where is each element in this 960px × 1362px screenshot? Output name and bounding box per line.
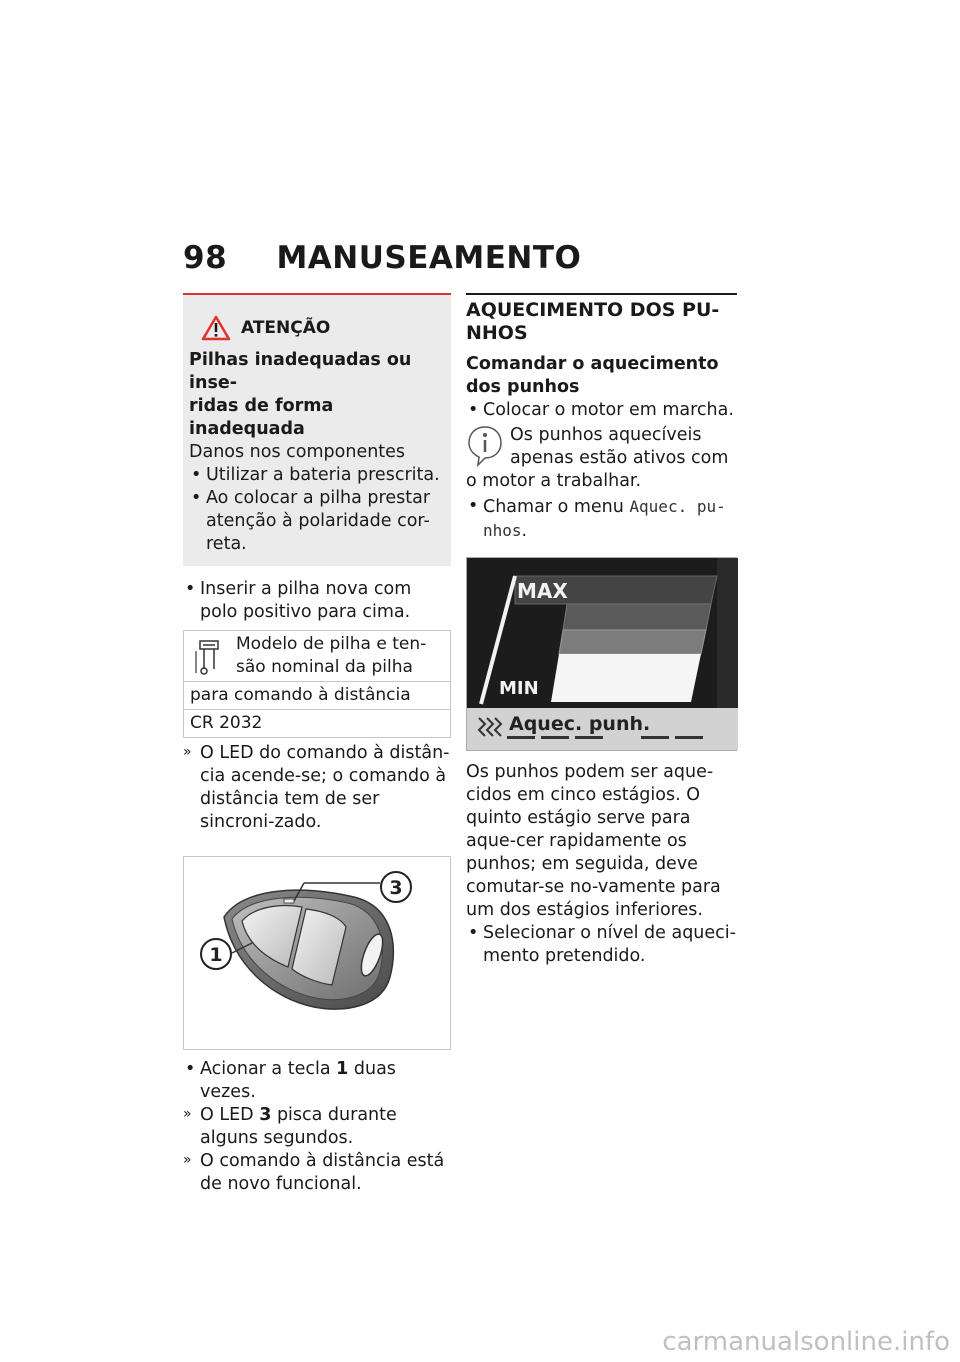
remote-key-figure [183,856,451,1050]
list-item: • Utilizar a bateria prescrita. [191,465,440,485]
warning-label: ATENÇÃO [241,317,331,338]
section-title: AQUECIMENTO DOS PU-NHOS [466,299,720,344]
step-press-key: • Acionar a tecla 1 duas vezes. [185,1059,396,1102]
watermark: carmanualsonline.info [662,1327,950,1357]
result-led: » O LED do comando à distân-cia acende-se; o comando à distância tem de ser sincroni-zado. [183,743,450,832]
heated-grip-icon [479,718,501,736]
section-divider [466,293,737,295]
right-column [466,293,737,968]
bullet-icon: • [191,465,202,485]
warning-box [183,293,451,566]
bullet-icon: • [185,1059,196,1079]
callout-1: 1 [209,944,223,966]
display-min: MIN [499,678,539,699]
subsection-title: Comandar o aquecimento dos punhos [466,354,719,397]
result-functional: » O comando à distância está de novo funcional. [183,1151,445,1194]
left-column [183,293,451,1196]
step-select: • Selecionar o nível de aqueci-mento pretendido. [468,923,736,966]
spec-row-usage: para comando à distância [184,682,451,710]
bullet-icon: • [185,579,196,599]
result-arrow-icon: » [183,1152,192,1168]
list-item: • Ao colocar a pilha prestar atenção à polaridade cor-reta. [191,488,431,554]
bullet-icon: • [468,496,479,516]
page-header [183,240,581,276]
display-illustration [467,558,738,750]
result-blink: » O LED 3 pisca durante alguns segundos. [183,1105,397,1148]
bullet-icon: • [468,400,479,420]
step-engine: • Colocar o motor em marcha. [468,400,734,420]
warning-triangle-icon [201,315,231,341]
result-arrow-icon: » [183,744,192,760]
info-note: Os punhos aquecíveis apenas estão ativos com o motor a trabalhar. [466,425,729,491]
battery-spec-table [183,630,451,738]
display-label: Aquec. punh. [509,713,651,735]
bullet-icon: • [191,488,202,508]
remote-key-illustration [184,857,452,1049]
bullet-icon: • [468,923,479,943]
warning-consequence: Danos nos componentes [189,442,406,462]
page-number: 98 [183,240,228,276]
battery-tool-icon [190,637,228,677]
page-title: MANUSEAMENTO [276,240,582,276]
step-insert: • Inserir a pilha nova com polo positivo para cima. [185,579,412,622]
step-menu: • Chamar o menu Aquec. pu-nhos. [468,496,726,541]
spec-row-type: CR 2032 [184,710,451,738]
result-arrow-icon: » [183,1106,192,1122]
display-max: MAX [517,579,568,603]
warning-heading-1: Pilhas inadequadas ou inse- [189,350,412,393]
warning-heading-2: ridas de forma inadequada [189,396,334,439]
callout-3: 3 [389,877,403,899]
info-icon [466,424,504,468]
body-text: Os punhos podem ser aque-cidos em cinco estágios. O quinto estágio serve para aque-cer rapidamente os punhos; em seguida, deve comutar-se no-vamente para um dos estágios inferiores. [466,762,721,920]
heated-grips-display [466,557,737,751]
spec-title: Modelo de pilha e ten-são nominal da pilha [236,634,427,677]
